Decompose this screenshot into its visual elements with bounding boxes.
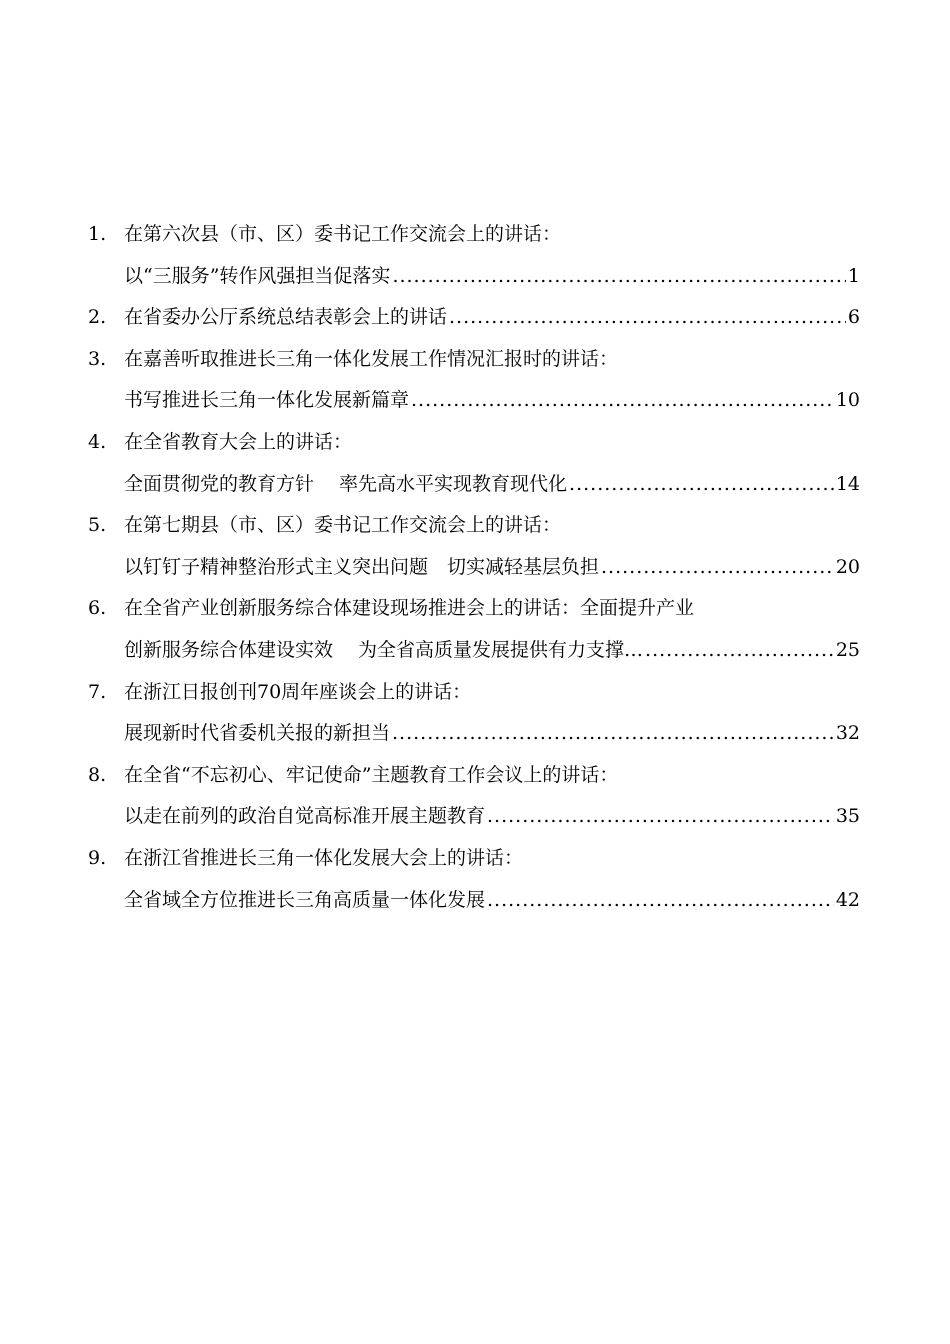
- dot-leader: [411, 380, 834, 422]
- toc-entry-subtitle-line: [88, 796, 860, 838]
- toc-entry-page-number: 6: [847, 306, 860, 329]
- toc-entry-subtitle-line: [88, 547, 860, 589]
- toc-entry-title-line: [88, 505, 860, 547]
- toc-entry-title-line: [88, 214, 860, 256]
- toc-entry-8[interactable]: [88, 755, 860, 838]
- toc-entry-1[interactable]: [88, 214, 860, 297]
- toc-entry-subtitle-line: [88, 630, 860, 672]
- toc-entry-title-line: [88, 339, 860, 381]
- toc-entry-subtitle: 展现新时代省委机关报的新担当: [124, 722, 391, 745]
- toc-entry-subtitle: 以钉钉子精神整治形式主义突出问题 切实减轻基层负担: [124, 555, 600, 578]
- toc-entry-subtitle-line: [88, 380, 860, 422]
- toc-entry-subtitle: 全省域全方位推进长三角高质量一体化发展: [124, 888, 486, 911]
- toc-entry-page-number: 10: [835, 389, 860, 412]
- dot-leader: [487, 796, 834, 838]
- toc-entry-title: 在全省“不忘初心、牢记使命”主题教育工作会议上的讲话：: [124, 763, 619, 786]
- toc-entry-title-line: [88, 588, 860, 630]
- toc-entry-number: 6.: [88, 597, 107, 620]
- toc-entry-title: 在嘉善听取推进长三角一体化发展工作情况汇报时的讲话：: [124, 347, 619, 370]
- toc-entry-number: 1.: [88, 223, 107, 245]
- toc-entry-subtitle-line: [88, 713, 860, 755]
- toc-entry-7[interactable]: [88, 672, 860, 755]
- toc-entry-title-line: [88, 672, 860, 714]
- toc-entry-4[interactable]: [88, 422, 860, 505]
- toc-entry-title: 在全省教育大会上的讲话：: [124, 430, 353, 453]
- toc-entry-5[interactable]: [88, 505, 860, 588]
- toc-entry-title-line: [88, 755, 860, 797]
- toc-entry-subtitle: 书写推进长三角一体化发展新篇章: [124, 389, 410, 412]
- toc-entry-number: 4.: [88, 430, 107, 453]
- toc-entry-title: 在第六次县（市、区）委书记工作交流会上的讲话：: [124, 223, 562, 245]
- dot-leader: [392, 256, 845, 298]
- toc-entry-number: 7.: [88, 680, 107, 703]
- dot-leader: [487, 880, 834, 922]
- toc-entry-6[interactable]: [88, 588, 860, 671]
- toc-entry-page-number: 25: [835, 638, 860, 661]
- toc-entry-title-line: [88, 297, 860, 339]
- dot-leader: [449, 297, 846, 339]
- toc-entry-subtitle: 创新服务综合体建设实效 为全省高质量发展提供有力支撑…: [124, 638, 644, 661]
- toc-entry-2[interactable]: [88, 297, 860, 339]
- toc-entry-page-number: 20: [835, 555, 860, 578]
- dot-leader: [601, 547, 834, 589]
- toc-entry-number: 5.: [88, 514, 107, 537]
- toc-entry-3[interactable]: [88, 339, 860, 422]
- toc-entry-subtitle: 全面贯彻党的教育方针 率先高水平实现教育现代化: [124, 472, 568, 495]
- toc-entry-subtitle-line: [88, 256, 860, 298]
- toc-entry-page-number: 32: [835, 722, 860, 745]
- toc-entry-subtitle: 以走在前列的政治自觉高标准开展主题教育: [124, 805, 486, 828]
- toc-entry-page-number: 42: [835, 888, 860, 911]
- toc-entry-page-number: 35: [835, 805, 860, 828]
- toc-entry-title: 在浙江日报创刊70周年座谈会上的讲话：: [124, 680, 472, 703]
- toc-entry-title: 在浙江省推进长三角一体化发展大会上的讲话：: [124, 846, 524, 869]
- dot-leader: [645, 630, 834, 672]
- toc-entry-title-line: [88, 838, 860, 880]
- toc-entry-page-number: 14: [835, 472, 860, 495]
- toc-entry-subtitle: 以“三服务”转作风强担当促落实: [124, 264, 391, 287]
- dot-leader: [392, 713, 834, 755]
- toc-entry-subtitle-line: [88, 880, 860, 922]
- toc-entry-number: 3.: [88, 347, 107, 370]
- toc-entry-title-line: [88, 422, 860, 464]
- toc-entry-title: 在全省产业创新服务综合体建设现场推进会上的讲话：全面提升产业: [124, 597, 695, 620]
- toc-entry-title: 在省委办公厅系统总结表彰会上的讲话: [124, 306, 448, 329]
- toc-entry-title: 在第七期县（市、区）委书记工作交流会上的讲话：: [124, 514, 562, 537]
- toc-entry-page-number: 1: [847, 264, 860, 287]
- table-of-contents: [88, 214, 860, 921]
- toc-entry-subtitle-line: [88, 464, 860, 506]
- toc-entry-number: 9.: [88, 846, 107, 869]
- toc-entry-number: 8.: [88, 763, 107, 786]
- dot-leader: [569, 464, 834, 506]
- toc-entry-9[interactable]: [88, 838, 860, 921]
- toc-entry-number: 2.: [88, 306, 107, 329]
